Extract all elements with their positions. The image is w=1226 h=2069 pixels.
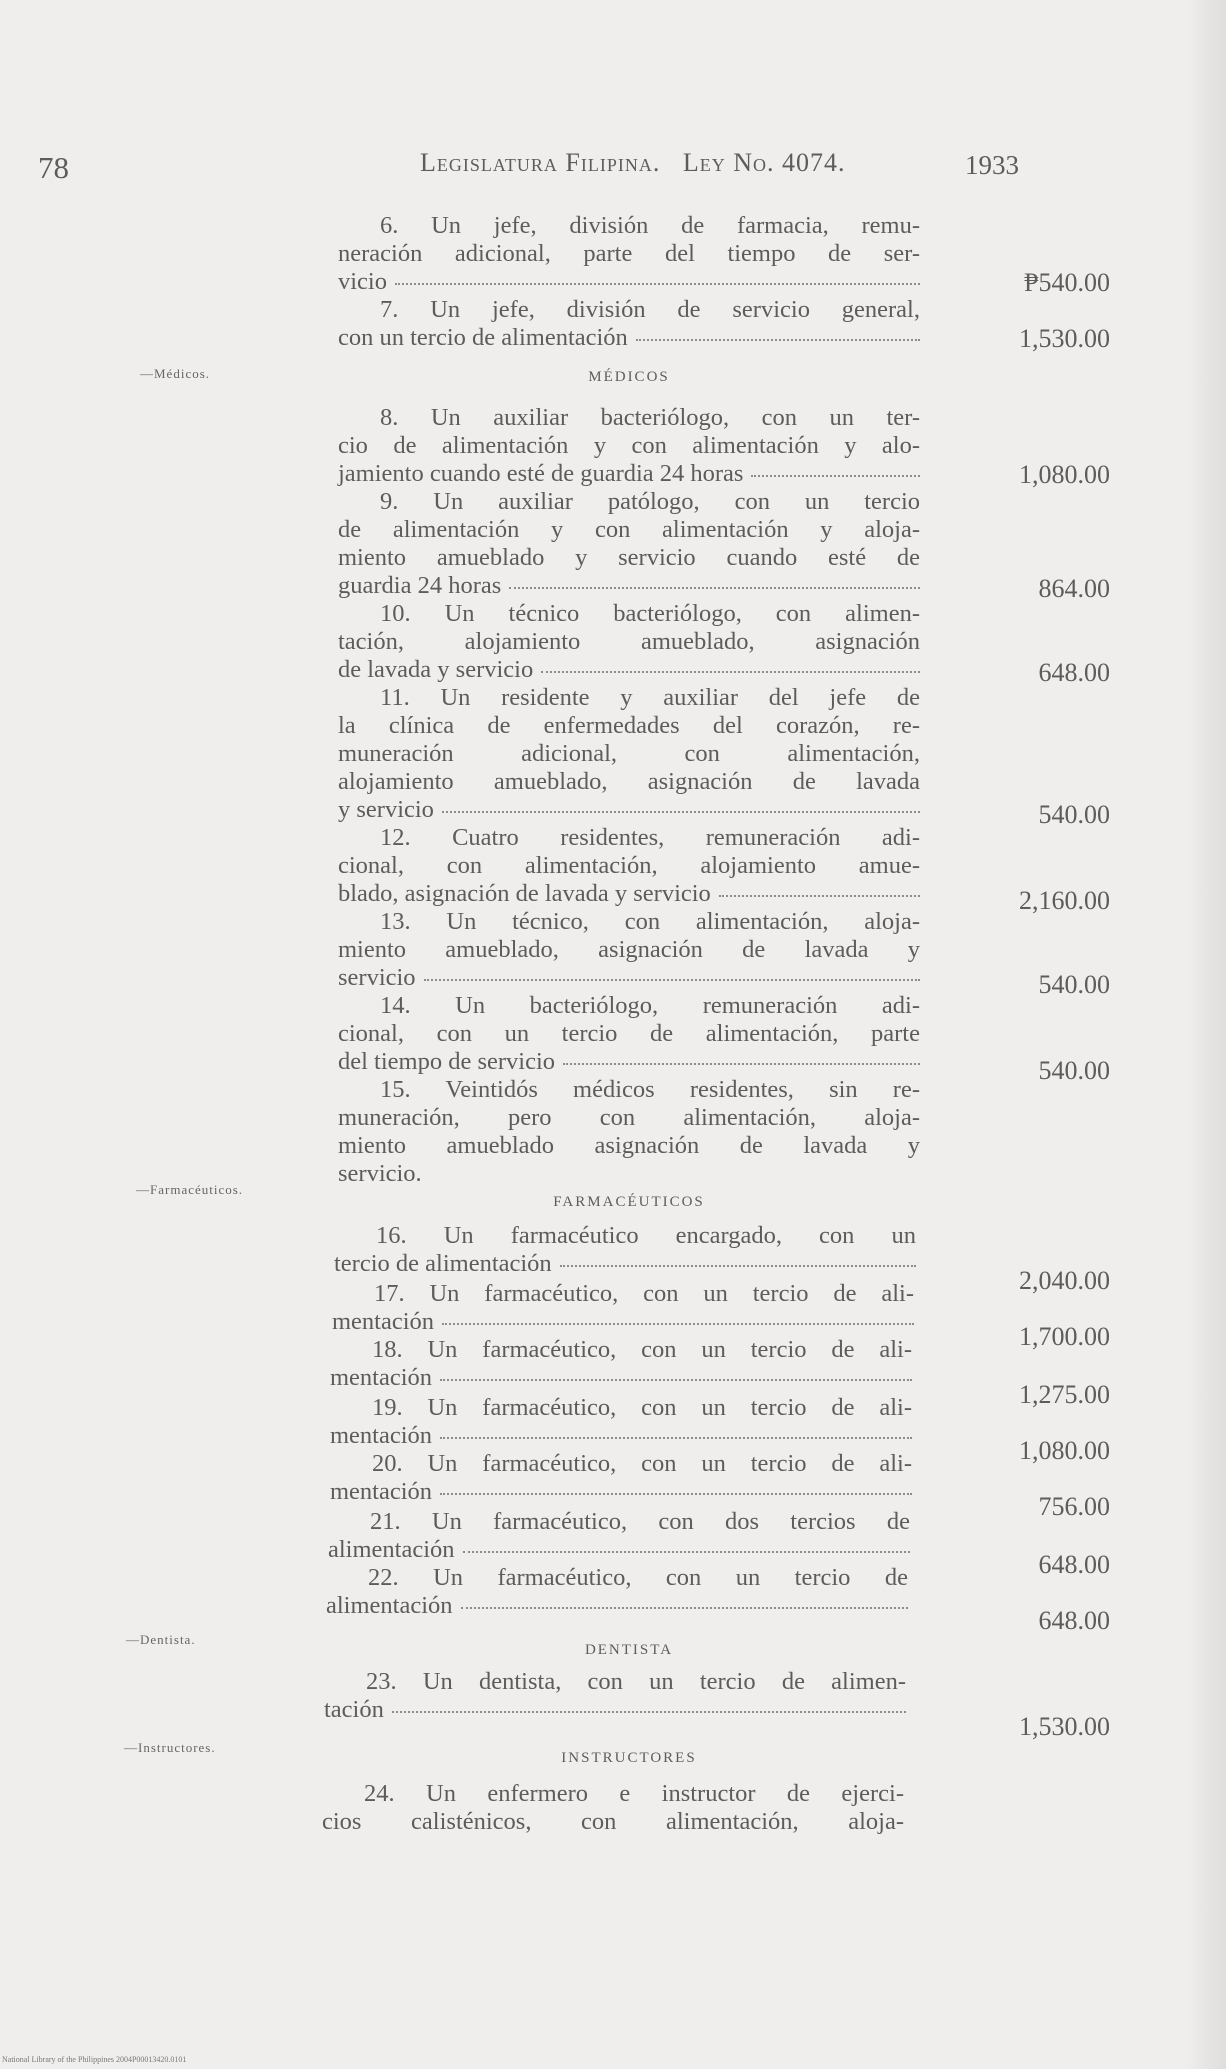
item-line-leader xyxy=(324,1696,906,1724)
item-line: guardia 24 horas xyxy=(338,572,502,599)
dot-leader xyxy=(424,979,920,981)
item-line: 16. Un farmacéutico encargado, con un xyxy=(376,1222,916,1249)
item-line-leader xyxy=(330,1422,912,1450)
dot-leader xyxy=(395,283,920,285)
item-line: 11. Un residente y auxiliar del jefe de xyxy=(380,684,920,711)
amount-item-17: 1,700.00 xyxy=(1019,1322,1110,1351)
item-line: 13. Un técnico, con alimentación, aloja- xyxy=(380,908,920,935)
budget-item-12 xyxy=(338,824,920,908)
item-line: 12. Cuatro residentes, remuneración adi- xyxy=(380,824,920,851)
dot-leader xyxy=(461,1607,908,1609)
budget-item-17 xyxy=(332,1280,914,1336)
item-line-leader xyxy=(328,1536,910,1564)
running-head-legislature: Legislatura Filipina. xyxy=(420,148,661,177)
item-line: mentación xyxy=(330,1422,433,1449)
item-line: alimentación xyxy=(326,1592,453,1619)
budget-item-10 xyxy=(338,600,920,684)
dot-leader xyxy=(463,1551,910,1553)
section-head-farmaceuticos: FARMACÉUTICOS xyxy=(553,1194,705,1210)
budget-item-9 xyxy=(338,488,920,600)
dot-leader xyxy=(392,1711,906,1713)
section-head-dentista: DENTISTA xyxy=(584,1642,674,1658)
item-line: miento amueblado y servicio cuando esté de xyxy=(338,544,920,571)
item-line: y servicio xyxy=(338,796,434,823)
item-line: cional, con un tercio de alimentación, parte xyxy=(338,1020,920,1047)
item-line: miento amueblado asignación de lavada y xyxy=(338,1132,920,1159)
amount-item-9: 864.00 xyxy=(1038,574,1110,603)
budget-item-22 xyxy=(326,1564,908,1620)
amount-item-10: 648.00 xyxy=(1038,658,1110,687)
item-line: tercio de alimentación xyxy=(334,1250,552,1277)
item-line: 14. Un bacteriólogo, remuneración adi- xyxy=(380,992,920,1019)
item-line: tación xyxy=(324,1696,384,1723)
item-line: 18. Un farmacéutico, con un tercio de ali- xyxy=(372,1336,912,1363)
amount-item-6: ₱540.00 xyxy=(1024,268,1110,297)
item-line-leader xyxy=(338,964,920,992)
item-line-leader xyxy=(332,1308,914,1336)
margin-note-dentista: —Dentista. xyxy=(126,1632,196,1647)
budget-item-11 xyxy=(338,684,920,824)
dot-leader xyxy=(560,1265,916,1267)
item-line: 15. Veintidós médicos residentes, sin re- xyxy=(380,1076,920,1103)
item-line: 9. Un auxiliar patólogo, con un tercio xyxy=(380,488,920,515)
section-head-medicos: MÉDICOS xyxy=(588,369,670,385)
item-line: servicio. xyxy=(338,1160,422,1187)
dot-leader xyxy=(442,1323,914,1325)
item-line: 21. Un farmacéutico, con dos tercios de xyxy=(370,1508,910,1535)
item-line: 23. Un dentista, con un tercio de alimen- xyxy=(366,1668,906,1695)
item-line-leader xyxy=(334,1250,916,1278)
dot-leader xyxy=(563,1063,920,1065)
scan-source-footer: National Library of the Philippines 2004P00013420.0101 xyxy=(2,2055,187,2064)
item-line: mentación xyxy=(330,1364,433,1391)
amount-item-7: 1,530.00 xyxy=(1019,324,1110,353)
amount-item-8: 1,080.00 xyxy=(1019,460,1110,489)
item-line-leader xyxy=(338,324,920,352)
item-line: 24. Un enfermero e instructor de ejerci- xyxy=(364,1780,904,1807)
item-line-leader xyxy=(330,1478,912,1506)
item-line-leader xyxy=(338,572,920,600)
amount-item-16: 2,040.00 xyxy=(1019,1266,1110,1295)
amount-item-13: 540.00 xyxy=(1038,970,1110,999)
item-line-leader xyxy=(338,1048,920,1076)
dot-leader xyxy=(442,811,920,813)
amount-item-22: 648.00 xyxy=(1038,1606,1110,1635)
item-line: del tiempo de servicio xyxy=(338,1048,556,1075)
item-line: 6. Un jefe, división de farmacia, remu- xyxy=(380,212,920,239)
page-year: 1933 xyxy=(965,150,1019,180)
dot-leader xyxy=(440,1379,912,1381)
dot-leader xyxy=(440,1437,912,1439)
item-line: de alimentación y con alimentación y aloja- xyxy=(338,516,920,543)
item-line: 7. Un jefe, división de servicio general, xyxy=(380,296,920,323)
dot-leader xyxy=(719,895,920,897)
item-line: vicio xyxy=(338,268,387,295)
item-line: muneración, pero con alimentación, aloja- xyxy=(338,1104,920,1131)
dot-leader xyxy=(751,475,920,477)
item-line-leader xyxy=(338,656,920,684)
item-line-leader xyxy=(338,880,920,908)
margin-note-medicos: —Médicos. xyxy=(140,366,211,381)
item-line: cional, con alimentación, alojamiento amue- xyxy=(338,852,920,879)
budget-item-19 xyxy=(330,1394,912,1450)
item-line-leader xyxy=(338,796,920,824)
budget-item-6 xyxy=(338,212,920,296)
item-line: servicio xyxy=(338,964,416,991)
item-line: miento amueblado, asignación de lavada y xyxy=(338,936,920,963)
item-line: alimentación xyxy=(328,1536,455,1563)
item-line: 20. Un farmacéutico, con un tercio de ali- xyxy=(372,1450,912,1477)
item-line: neración adicional, parte del tiempo de ser- xyxy=(338,240,920,267)
item-line: cios calisténicos, con alimentación, aloja- xyxy=(322,1808,904,1835)
page-header xyxy=(0,146,1226,186)
item-line: jamiento cuando esté de guardia 24 horas xyxy=(338,460,744,487)
amount-item-14: 540.00 xyxy=(1038,1056,1110,1085)
item-line: 19. Un farmacéutico, con un tercio de ali- xyxy=(372,1394,912,1421)
budget-item-16 xyxy=(334,1222,916,1278)
item-line: la clínica de enfermedades del corazón, re- xyxy=(338,712,920,739)
dot-leader xyxy=(509,587,920,589)
budget-item-8 xyxy=(338,404,920,488)
amount-item-20: 756.00 xyxy=(1038,1492,1110,1521)
budget-item-15 xyxy=(338,1076,920,1188)
margin-note-instructores: —Instructores. xyxy=(124,1740,216,1755)
item-line: blado, asignación de lavada y servicio xyxy=(338,880,711,907)
item-line: mentación xyxy=(330,1478,433,1505)
dot-leader xyxy=(636,339,920,341)
item-line-leader xyxy=(338,460,920,488)
page-edge-shadow xyxy=(1186,0,1226,2069)
item-line: 10. Un técnico bacteriólogo, con alimen- xyxy=(380,600,920,627)
item-line: muneración adicional, con alimentación, xyxy=(338,740,920,767)
item-line-leader xyxy=(330,1364,912,1392)
amount-item-12: 2,160.00 xyxy=(1019,886,1110,915)
budget-item-13 xyxy=(338,908,920,992)
margin-note-farmaceuticos: —Farmacéuticos. xyxy=(136,1182,244,1197)
budget-item-24 xyxy=(322,1780,904,1836)
budget-item-7 xyxy=(338,296,920,352)
item-line: cio de alimentación y con alimentación y alo- xyxy=(338,432,920,459)
budget-item-14 xyxy=(338,992,920,1076)
amount-item-19: 1,080.00 xyxy=(1019,1436,1110,1465)
item-line-leader xyxy=(338,268,920,296)
item-line: 8. Un auxiliar bacteriólogo, con un ter- xyxy=(380,404,920,431)
budget-item-20 xyxy=(330,1450,912,1506)
item-line: 22. Un farmacéutico, con un tercio de xyxy=(368,1564,908,1591)
item-line: 17. Un farmacéutico, con un tercio de ali- xyxy=(374,1280,914,1307)
amount-item-23: 1,530.00 xyxy=(1019,1712,1110,1741)
amount-item-21: 648.00 xyxy=(1038,1550,1110,1579)
running-head xyxy=(420,148,845,178)
budget-item-21 xyxy=(328,1508,910,1564)
amount-item-18: 1,275.00 xyxy=(1019,1380,1110,1409)
page-number: 78 xyxy=(38,150,69,185)
item-line: tación, alojamiento amueblado, asignación xyxy=(338,628,920,655)
item-line: con un tercio de alimentación xyxy=(338,324,628,351)
amount-item-11: 540.00 xyxy=(1038,800,1110,829)
dot-leader xyxy=(541,671,920,673)
item-line: de lavada y servicio xyxy=(338,656,534,683)
item-line: mentación xyxy=(332,1308,435,1335)
item-line-leader xyxy=(326,1592,908,1620)
item-line: alojamiento amueblado, asignación de lavada xyxy=(338,768,920,795)
section-head-instructores: INSTRUCTORES xyxy=(561,1750,697,1766)
budget-item-23 xyxy=(324,1668,906,1724)
budget-item-18 xyxy=(330,1336,912,1392)
running-head-law-number: Ley No. 4074. xyxy=(682,148,846,177)
dot-leader xyxy=(440,1493,912,1495)
